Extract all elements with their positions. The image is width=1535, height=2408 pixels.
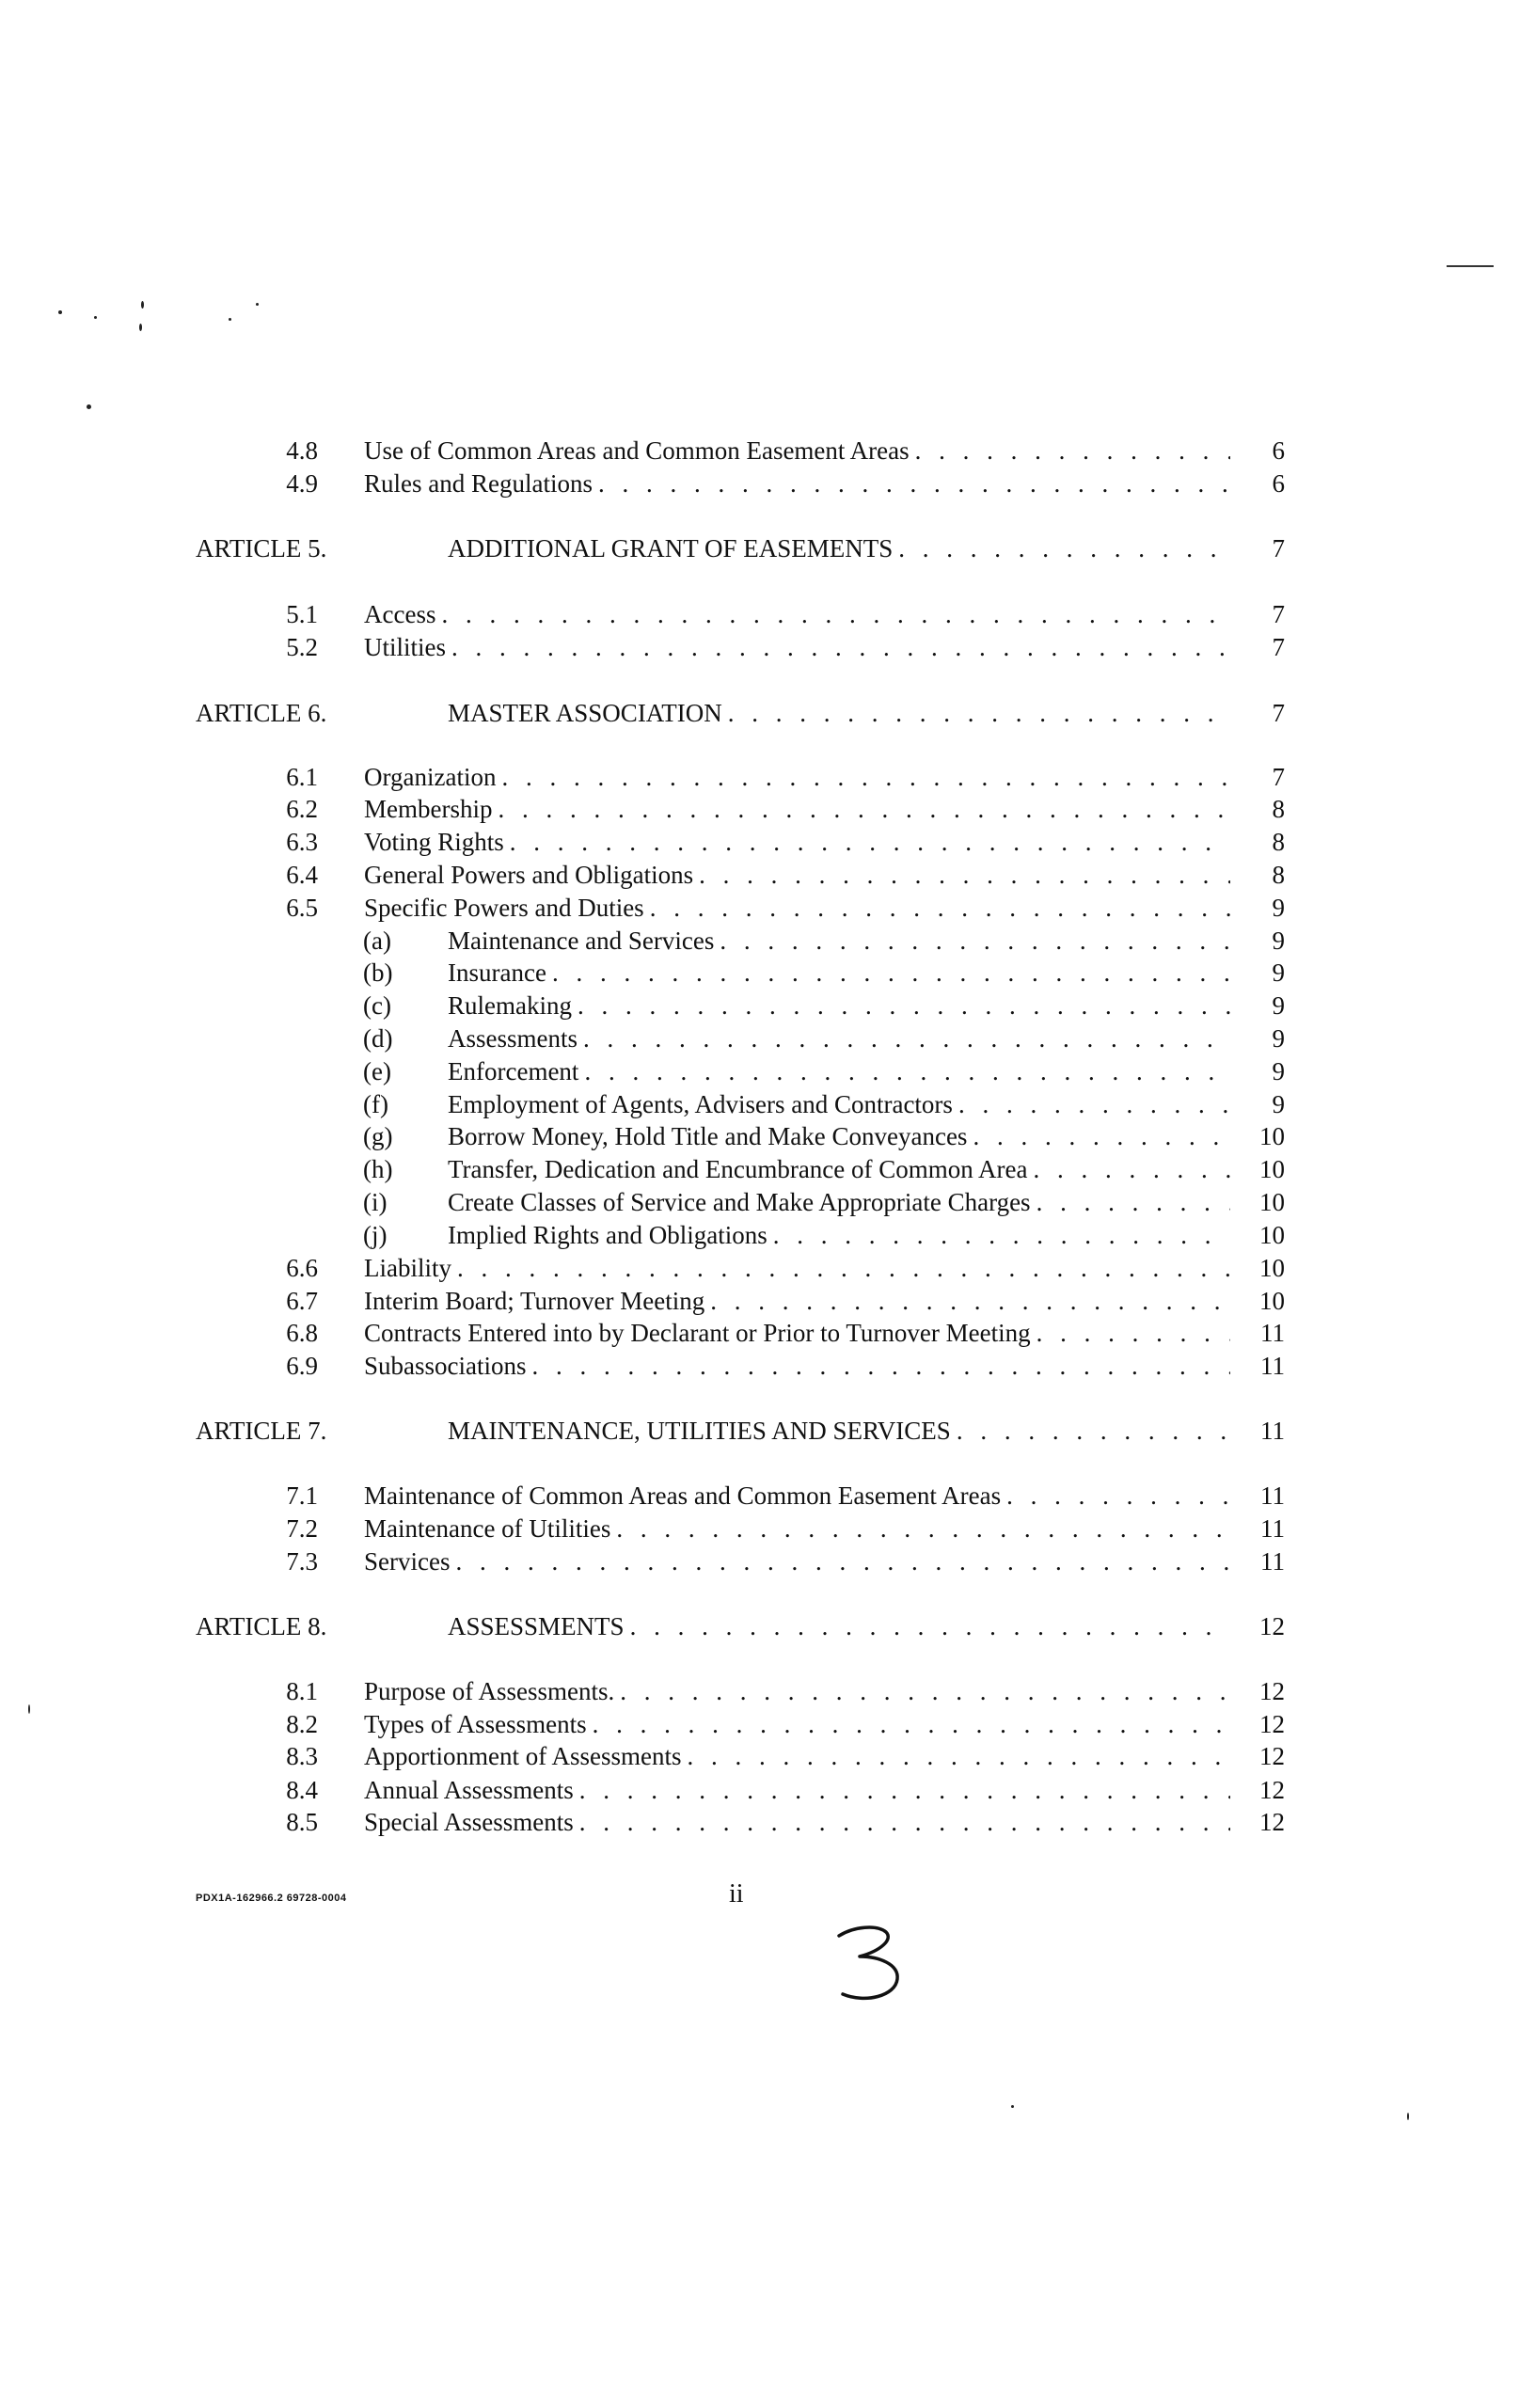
toc-section-row xyxy=(0,1545,1535,1577)
dot-leader xyxy=(957,1415,1230,1447)
toc-entry-title: Assessments xyxy=(448,1024,578,1053)
toc-page-number: 12 xyxy=(1259,1612,1285,1640)
toc-entry xyxy=(448,1153,1230,1185)
toc-entry-title: ADDITIONAL GRANT OF EASEMENTS xyxy=(448,534,894,562)
toc-page-number: 8 xyxy=(1272,861,1285,889)
section-number: 8.3 xyxy=(286,1742,318,1770)
section-number: 8.5 xyxy=(286,1808,318,1836)
toc-page-number: 9 xyxy=(1272,927,1285,955)
scan-speck xyxy=(1011,2105,1014,2108)
dot-leader xyxy=(915,435,1230,467)
dot-leader xyxy=(1006,1480,1230,1512)
toc-entry xyxy=(364,631,1230,663)
toc-article-row xyxy=(0,697,1535,729)
toc-entry xyxy=(364,761,1230,793)
toc-entry xyxy=(448,957,1230,989)
scan-speck xyxy=(58,310,62,314)
dot-leader xyxy=(583,1022,1230,1054)
toc-entry xyxy=(364,467,1230,499)
dot-leader xyxy=(650,892,1230,924)
scan-speck xyxy=(229,318,231,321)
toc-entry-title: Organization xyxy=(364,763,497,791)
toc-entry xyxy=(364,793,1230,825)
toc-entry-title: Membership xyxy=(364,795,493,823)
toc-subsection-row xyxy=(0,1153,1535,1185)
toc-entry-title: Rules and Regulations xyxy=(364,469,593,498)
toc-entry xyxy=(448,990,1230,1022)
toc-page-number: 11 xyxy=(1260,1417,1285,1445)
toc-subsection-row xyxy=(0,1055,1535,1087)
toc-entry xyxy=(448,1415,1230,1447)
dot-leader xyxy=(773,1219,1230,1251)
dot-leader xyxy=(720,925,1230,957)
dot-leader xyxy=(688,1740,1231,1772)
toc-entry xyxy=(364,1806,1230,1838)
subsection-letter: (j) xyxy=(363,1221,388,1249)
dot-leader xyxy=(616,1513,1230,1545)
section-number: 7.2 xyxy=(286,1514,318,1543)
section-number: 5.2 xyxy=(286,633,318,661)
dot-leader xyxy=(584,1055,1230,1087)
toc-subsection-row xyxy=(0,1022,1535,1054)
scan-speck xyxy=(1407,2113,1409,2120)
dot-leader xyxy=(973,1120,1230,1152)
toc-page-number: 9 xyxy=(1272,894,1285,922)
toc-entry xyxy=(448,1022,1230,1054)
section-number: 8.2 xyxy=(286,1710,318,1738)
toc-entry xyxy=(364,1317,1230,1349)
section-number: 5.1 xyxy=(286,600,318,628)
toc-subsection-row xyxy=(0,1088,1535,1120)
article-number: ARTICLE 8. xyxy=(196,1612,327,1640)
toc-entry-title: Types of Assessments xyxy=(364,1710,587,1738)
toc-page-number: 9 xyxy=(1272,1090,1285,1118)
toc-entry-title: Liability xyxy=(364,1254,451,1282)
dot-leader xyxy=(451,631,1230,663)
toc-page-number: 7 xyxy=(1272,633,1285,661)
subsection-letter: (i) xyxy=(363,1188,388,1216)
toc-entry xyxy=(364,1480,1230,1512)
section-number: 4.9 xyxy=(286,469,318,498)
toc-entry-title: ASSESSMENTS xyxy=(448,1612,625,1640)
toc-entry xyxy=(364,1285,1230,1317)
handwritten-page-number xyxy=(818,1919,912,2004)
toc-section-row xyxy=(0,631,1535,663)
toc-entry xyxy=(364,859,1230,891)
subsection-letter: (a) xyxy=(363,927,391,955)
dot-leader xyxy=(898,532,1230,564)
dot-leader xyxy=(532,1350,1231,1382)
toc-entry-title: Implied Rights and Obligations xyxy=(448,1221,768,1249)
toc-subsection-row xyxy=(0,1219,1535,1251)
toc-page-number: 8 xyxy=(1272,795,1285,823)
toc-entry xyxy=(364,1774,1230,1806)
dot-leader xyxy=(598,467,1230,499)
toc-subsection-row xyxy=(0,957,1535,989)
toc-entry xyxy=(364,1708,1230,1740)
toc-entry xyxy=(364,892,1230,924)
subsection-letter: (g) xyxy=(363,1122,393,1150)
dot-leader xyxy=(501,761,1230,793)
toc-page-number: 10 xyxy=(1259,1122,1285,1150)
section-number: 7.3 xyxy=(286,1547,318,1576)
toc-entry-title: Annual Assessments xyxy=(364,1776,574,1804)
section-number: 6.2 xyxy=(286,795,318,823)
toc-page-number: 10 xyxy=(1259,1221,1285,1249)
toc-section-row xyxy=(0,1675,1535,1707)
scan-speck xyxy=(87,404,91,409)
toc-entry xyxy=(448,1088,1230,1120)
subsection-letter: (f) xyxy=(363,1090,388,1118)
toc-section-row xyxy=(0,1774,1535,1806)
toc-entry-title: Maintenance of Utilities xyxy=(364,1514,611,1543)
toc-page-number: 11 xyxy=(1260,1481,1285,1510)
toc-page-number: 11 xyxy=(1260,1547,1285,1576)
toc-section-row xyxy=(0,859,1535,891)
toc-section-row xyxy=(0,761,1535,793)
toc-page-number: 12 xyxy=(1259,1710,1285,1738)
toc-section-row xyxy=(0,892,1535,924)
toc-page-number: 9 xyxy=(1272,1024,1285,1053)
article-number: ARTICLE 5. xyxy=(196,534,327,562)
subsection-letter: (c) xyxy=(363,991,391,1020)
toc-subsection-row xyxy=(0,1186,1535,1218)
dot-leader xyxy=(958,1088,1230,1120)
toc-page-number: 10 xyxy=(1259,1155,1285,1183)
toc-page-number: 6 xyxy=(1272,436,1285,465)
toc-entry xyxy=(448,925,1230,957)
dot-leader xyxy=(455,1545,1230,1577)
section-number: 6.3 xyxy=(286,828,318,856)
toc-page-number: 7 xyxy=(1272,534,1285,562)
toc-entry xyxy=(364,1252,1230,1284)
dot-leader xyxy=(498,793,1230,825)
toc-section-row xyxy=(0,1740,1535,1772)
toc-entry-title: Rulemaking xyxy=(448,991,572,1020)
toc-section-row xyxy=(0,1480,1535,1512)
section-number: 6.5 xyxy=(286,894,318,922)
scan-speck xyxy=(94,316,97,319)
subsection-letter: (e) xyxy=(363,1057,391,1085)
scan-speck xyxy=(141,301,144,309)
dot-leader xyxy=(1037,1186,1230,1218)
toc-page-number: 7 xyxy=(1272,600,1285,628)
toc-entry-title: Maintenance of Common Areas and Common Easement Areas xyxy=(364,1481,1002,1510)
section-number: 6.9 xyxy=(286,1352,318,1380)
toc-entry xyxy=(364,435,1230,467)
section-number: 8.4 xyxy=(286,1776,318,1804)
article-number: ARTICLE 7. xyxy=(196,1417,327,1445)
toc-section-row xyxy=(0,1708,1535,1740)
section-number: 7.1 xyxy=(286,1481,318,1510)
toc-subsection-row xyxy=(0,1120,1535,1152)
toc-entry xyxy=(364,826,1230,858)
toc-entry-title: Transfer, Dedication and Encumbrance of Common Area xyxy=(448,1155,1028,1183)
toc-section-row xyxy=(0,598,1535,630)
toc-section-row xyxy=(0,793,1535,825)
toc-page-number: 7 xyxy=(1272,699,1285,727)
toc-page-number: 10 xyxy=(1259,1254,1285,1282)
page-number: ii xyxy=(729,1879,744,1909)
section-number: 6.7 xyxy=(286,1287,318,1315)
toc-page-number: 9 xyxy=(1272,958,1285,987)
toc-page-number: 10 xyxy=(1259,1188,1285,1216)
dot-leader xyxy=(579,1774,1230,1806)
section-number: 6.8 xyxy=(286,1319,318,1347)
toc-section-row xyxy=(0,1513,1535,1545)
toc-entry-title: Interim Board; Turnover Meeting xyxy=(364,1287,705,1315)
document-code: PDX1A-162966.2 69728-0004 xyxy=(196,1893,347,1904)
toc-section-row xyxy=(0,467,1535,499)
toc-section-row xyxy=(0,1285,1535,1317)
section-number: 6.1 xyxy=(286,763,318,791)
section-number: 8.1 xyxy=(286,1677,318,1705)
toc-article-row xyxy=(0,532,1535,564)
toc-entry-title: Utilities xyxy=(364,633,446,661)
toc-entry-title: Purpose of Assessments. xyxy=(364,1677,615,1705)
toc-entry xyxy=(364,1545,1230,1577)
subsection-letter: (b) xyxy=(363,958,393,987)
scan-edge-line xyxy=(1447,265,1494,267)
toc-entry-title: Voting Rights xyxy=(364,828,504,856)
toc-page-number: 9 xyxy=(1272,1057,1285,1085)
section-number: 6.4 xyxy=(286,861,318,889)
dot-leader xyxy=(593,1708,1230,1740)
toc-page-number: 12 xyxy=(1259,1677,1285,1705)
toc-entry-title: Specific Powers and Duties xyxy=(364,894,644,922)
toc-entry-title: Use of Common Areas and Common Easement Areas xyxy=(364,436,910,465)
dot-leader xyxy=(578,990,1230,1022)
toc-page-number: 6 xyxy=(1272,469,1285,498)
dot-leader xyxy=(457,1252,1230,1284)
toc-section-row xyxy=(0,435,1535,467)
toc-entry xyxy=(448,1219,1230,1251)
scan-speck xyxy=(139,324,142,331)
scan-speck xyxy=(256,303,259,306)
toc-entry xyxy=(364,1350,1230,1382)
toc-entry-title: MASTER ASSOCIATION xyxy=(448,699,722,727)
toc-section-row xyxy=(0,1350,1535,1382)
toc-entry xyxy=(364,1675,1230,1707)
toc-entry-title: MAINTENANCE, UTILITIES AND SERVICES xyxy=(448,1417,951,1445)
toc-entry-title: Services xyxy=(364,1547,451,1576)
toc-page-number: 11 xyxy=(1260,1514,1285,1543)
subsection-letter: (d) xyxy=(363,1024,393,1053)
toc-page-number: 11 xyxy=(1260,1352,1285,1380)
toc-page-number: 11 xyxy=(1260,1319,1285,1347)
toc-entry xyxy=(364,1740,1230,1772)
toc-entry-title: Employment of Agents, Advisers and Contractors xyxy=(448,1090,953,1118)
toc-entry-title: Enforcement xyxy=(448,1057,579,1085)
toc-page-number: 9 xyxy=(1272,991,1285,1020)
toc-entry xyxy=(448,1120,1230,1152)
article-number: ARTICLE 6. xyxy=(196,699,327,727)
dot-leader xyxy=(510,826,1230,858)
toc-entry-title: Insurance xyxy=(448,958,546,987)
dot-leader xyxy=(1034,1153,1231,1185)
toc-entry xyxy=(448,532,1230,564)
toc-page-number: 12 xyxy=(1259,1808,1285,1836)
dot-leader xyxy=(552,957,1230,989)
dot-leader xyxy=(441,598,1230,630)
toc-page-number: 12 xyxy=(1259,1742,1285,1770)
toc-entry-title: Special Assessments xyxy=(364,1808,574,1836)
dot-leader xyxy=(699,859,1230,891)
toc-entry-title: Create Classes of Service and Make Appropriate Charges xyxy=(448,1188,1031,1216)
toc-entry-title: Borrow Money, Hold Title and Make Conveyances xyxy=(448,1122,968,1150)
toc-entry-title: Access xyxy=(364,600,436,628)
toc-page-number: 12 xyxy=(1259,1776,1285,1804)
toc-entry xyxy=(448,1055,1230,1087)
toc-page-number: 8 xyxy=(1272,828,1285,856)
subsection-letter: (h) xyxy=(363,1155,393,1183)
toc-section-row xyxy=(0,826,1535,858)
dot-leader xyxy=(1037,1317,1230,1349)
toc-entry xyxy=(448,1610,1230,1642)
toc-entry-title: Maintenance and Services xyxy=(448,927,715,955)
toc-entry xyxy=(364,1513,1230,1545)
toc-subsection-row xyxy=(0,990,1535,1022)
toc-section-row xyxy=(0,1806,1535,1838)
toc-entry xyxy=(364,598,1230,630)
toc-entry-title: Apportionment of Assessments xyxy=(364,1742,682,1770)
toc-entry xyxy=(448,697,1230,729)
section-number: 6.6 xyxy=(286,1254,318,1282)
toc-page-number: 10 xyxy=(1259,1287,1285,1315)
dot-leader xyxy=(728,697,1230,729)
toc-entry-title: Subassociations xyxy=(364,1352,527,1380)
toc-entry-title: General Powers and Obligations xyxy=(364,861,694,889)
dot-leader xyxy=(579,1806,1230,1838)
dot-leader xyxy=(710,1285,1230,1317)
dot-leader xyxy=(630,1610,1230,1642)
section-number: 4.8 xyxy=(286,436,318,465)
toc-section-row xyxy=(0,1252,1535,1284)
toc-subsection-row xyxy=(0,925,1535,957)
toc-entry xyxy=(448,1186,1230,1218)
dot-leader xyxy=(620,1675,1230,1707)
toc-entry-title: Contracts Entered into by Declarant or Prior to Turnover Meeting xyxy=(364,1319,1031,1347)
toc-article-row xyxy=(0,1610,1535,1642)
toc-article-row xyxy=(0,1415,1535,1447)
toc-page-number: 7 xyxy=(1272,763,1285,791)
toc-section-row xyxy=(0,1317,1535,1349)
